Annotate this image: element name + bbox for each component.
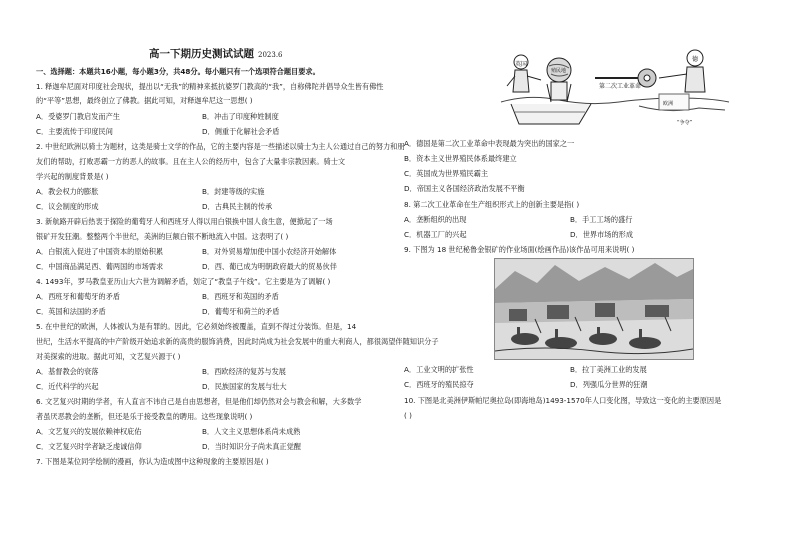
q4-option-d: D．葡萄牙和荷兰的矛盾 xyxy=(202,307,280,316)
q2-line2: 友们的帮助，打败恶霸一方的恶人的故事。且在主人公的经历中，包含了大量非宗教因素。骑士文 xyxy=(36,157,346,166)
q7-option-b: B．资本主义世界殖民体系最终建立 xyxy=(404,154,517,163)
q6-option-a: A．文艺复兴的发展依赖神权庇佑 xyxy=(36,427,142,436)
q1-line2: 的“平等”思想，最终创立了佛教。据此可知，对释迦牟尼这一思想( ) xyxy=(36,96,253,105)
q3-line1: 3. 新航路开辟后热衷于探险的葡萄牙人和西班牙人得以用白银换中国人食生意，便掀起了一场 xyxy=(36,217,333,226)
q5-option-d: D．民族国家的发展与壮大 xyxy=(202,382,287,391)
cartoon-label-europe: 欧洲 xyxy=(663,101,674,107)
q8-option-a: A．垄断组织的出现 xyxy=(404,215,467,224)
q8-option-c: C．机器工厂的兴起 xyxy=(404,230,467,239)
q8-option-b: B．手工工场的盛行 xyxy=(570,215,633,224)
q4-option-c: C．英国和法国的矛盾 xyxy=(36,307,106,316)
q5-line3: 对美探索的进取。据此可知，文艺复兴源于( ) xyxy=(36,352,181,361)
q7-line1: 7. 下图是某位同学绘制的漫画，你认为造成图中这种现象的主要原因是( ) xyxy=(36,457,269,466)
cartoon-label-revolution: 第二次工业革命 xyxy=(599,83,642,90)
q2-option-b: B．封建等级的实施 xyxy=(202,187,265,196)
cartoon-svg xyxy=(499,44,731,130)
mining-engraving xyxy=(494,258,694,360)
q6-option-d: D．当时知识分子尚未真正觉醒 xyxy=(202,442,301,451)
cartoon-label-world: 殖民地 xyxy=(551,68,567,74)
section-heading: 一、选择题：本题共16小题，每小题3分，共48分。每小题只有一个选项符合题目要求。 xyxy=(36,67,320,76)
q2-line1: 2. 中世纪欧洲以骑士为题材，这类是骑士文学的作品，它的主要内容是一些描述以骑士为主人公通过自己的努力和朋 xyxy=(36,142,405,151)
q3-option-b: B．对外贸易增加使中国小农经济开始解体 xyxy=(202,247,337,256)
q10-line1: 10. 下图是北美洲伊斯帕尼奥拉岛(即海地岛)1493-1570年人口变化图，导致这一变化的主要原因是 xyxy=(404,396,722,405)
q9-option-c: C．西班牙的殖民掠夺 xyxy=(404,380,474,389)
q9-option-d: D．列强瓜分世界的狂潮 xyxy=(570,380,648,389)
q6-option-b: B．人文主义思想体系尚未成熟 xyxy=(202,427,301,436)
q6-option-c: C．文艺复兴时学者缺乏虔诚信仰 xyxy=(36,442,142,451)
q7-option-d: D．帝国主义各国经济政治发展不平衡 xyxy=(404,184,525,193)
q2-line3: 学兴起的制度背景是( ) xyxy=(36,172,109,181)
q4-option-a: A．西班牙和葡萄牙的矛盾 xyxy=(36,292,120,301)
q8-line1: 8. 第二次工业革命在生产组织形式上的创新主要是指( ) xyxy=(404,200,580,209)
q1-line1: 1. 释迦牟尼面对印度社会现状，提出以“无我”的精神来抵抗婆罗门教高的“我”，自称佛陀并倡导众生皆有佛性 xyxy=(36,82,384,91)
q5-option-c: C．近代科学的兴起 xyxy=(36,382,99,391)
q2-option-c: C．议会制度的形成 xyxy=(36,202,99,211)
q1-option-c: C．主要流传于印度民间 xyxy=(36,127,113,136)
q6-line1: 6. 文艺复兴时期的学者，有人直言不讳自己是自由思想者，但是他们却仍然对会与教会和解，大多数学 xyxy=(36,397,362,406)
cartoon-label-england: 英国 xyxy=(515,61,528,68)
title-text: 高一下期历史测试试题 xyxy=(149,48,254,60)
exam-title xyxy=(149,46,283,61)
q8-option-d: D．世界市场的形成 xyxy=(570,230,634,239)
q1-option-d: D．侧重于化解社会矛盾 xyxy=(202,127,280,136)
q3-option-d: D．西、葡已成为明朝政府最大的贸易伙伴 xyxy=(202,262,337,271)
q3-option-a: A．白银流入促进了中国资本的原始积累 xyxy=(36,247,164,256)
mining-svg xyxy=(495,259,693,359)
q10-line2: ( ) xyxy=(404,411,412,420)
q5-option-a: A．基督教会的衰落 xyxy=(36,367,99,376)
q9-option-a: A．工业文明的扩张性 xyxy=(404,365,474,374)
q4-option-b: B．西班牙和英国的矛盾 xyxy=(202,292,279,301)
q7-option-c: C．英国成为世界殖民霸主 xyxy=(404,169,489,178)
q6-line2: 者虽厌恶教会的垄断，但还是乐于接受教皇的聘用。这些现象说明( ) xyxy=(36,412,253,421)
q4-line1: 4. 1493年，罗马教皇亚历山大六世为调解矛盾，划定了“教皇子午线”。它主要是为了调解( ) xyxy=(36,277,331,286)
q2-option-d: D．古典民主制的传承 xyxy=(202,202,273,211)
q1-option-a: A．受婆罗门教启发而产生 xyxy=(36,112,120,121)
q9-option-b: B．拉丁美洲工业的发展 xyxy=(570,365,647,374)
cartoon-label-fight: “争夺” xyxy=(677,120,693,126)
cartoon-label-germany: 德 xyxy=(692,56,699,63)
q9-line1: 9. 下图为 18 世纪秘鲁金银矿的作业场面(绘画作品)该作品可用来说明( ) xyxy=(404,245,635,254)
exam-date: 2023.6 xyxy=(258,51,283,59)
q7-option-a: A．德国是第二次工业革命中表现最为突出的国家之一 xyxy=(404,139,575,148)
q1-option-b: B．冲击了印度种姓制度 xyxy=(202,112,279,121)
q5-option-b: B．西欧经济的复苏与发展 xyxy=(202,367,286,376)
q5-line1: 5. 在中世纪的欧洲，人体被认为是有罪的。因此，它必须始终被覆盖，直到不得过分装饰。但是，14 xyxy=(36,322,357,331)
q2-option-a: A．教会权力的膨胀 xyxy=(36,187,99,196)
q3-option-c: C．中国商品满足西、葡两国的市场需求 xyxy=(36,262,164,271)
q3-line2: 银矿开发狂潮。整整两个半世纪，美洲的巨额白银不断地流入中国。这表明了( ) xyxy=(36,232,289,241)
cartoon-figure xyxy=(499,44,731,130)
q5-line2: 世纪，生活水平提高的中产阶级开始追求新的高贵的服饰消费，因此时尚成为社会发展中的重大利商人，都很渴望伴随知识分子 xyxy=(36,337,439,346)
